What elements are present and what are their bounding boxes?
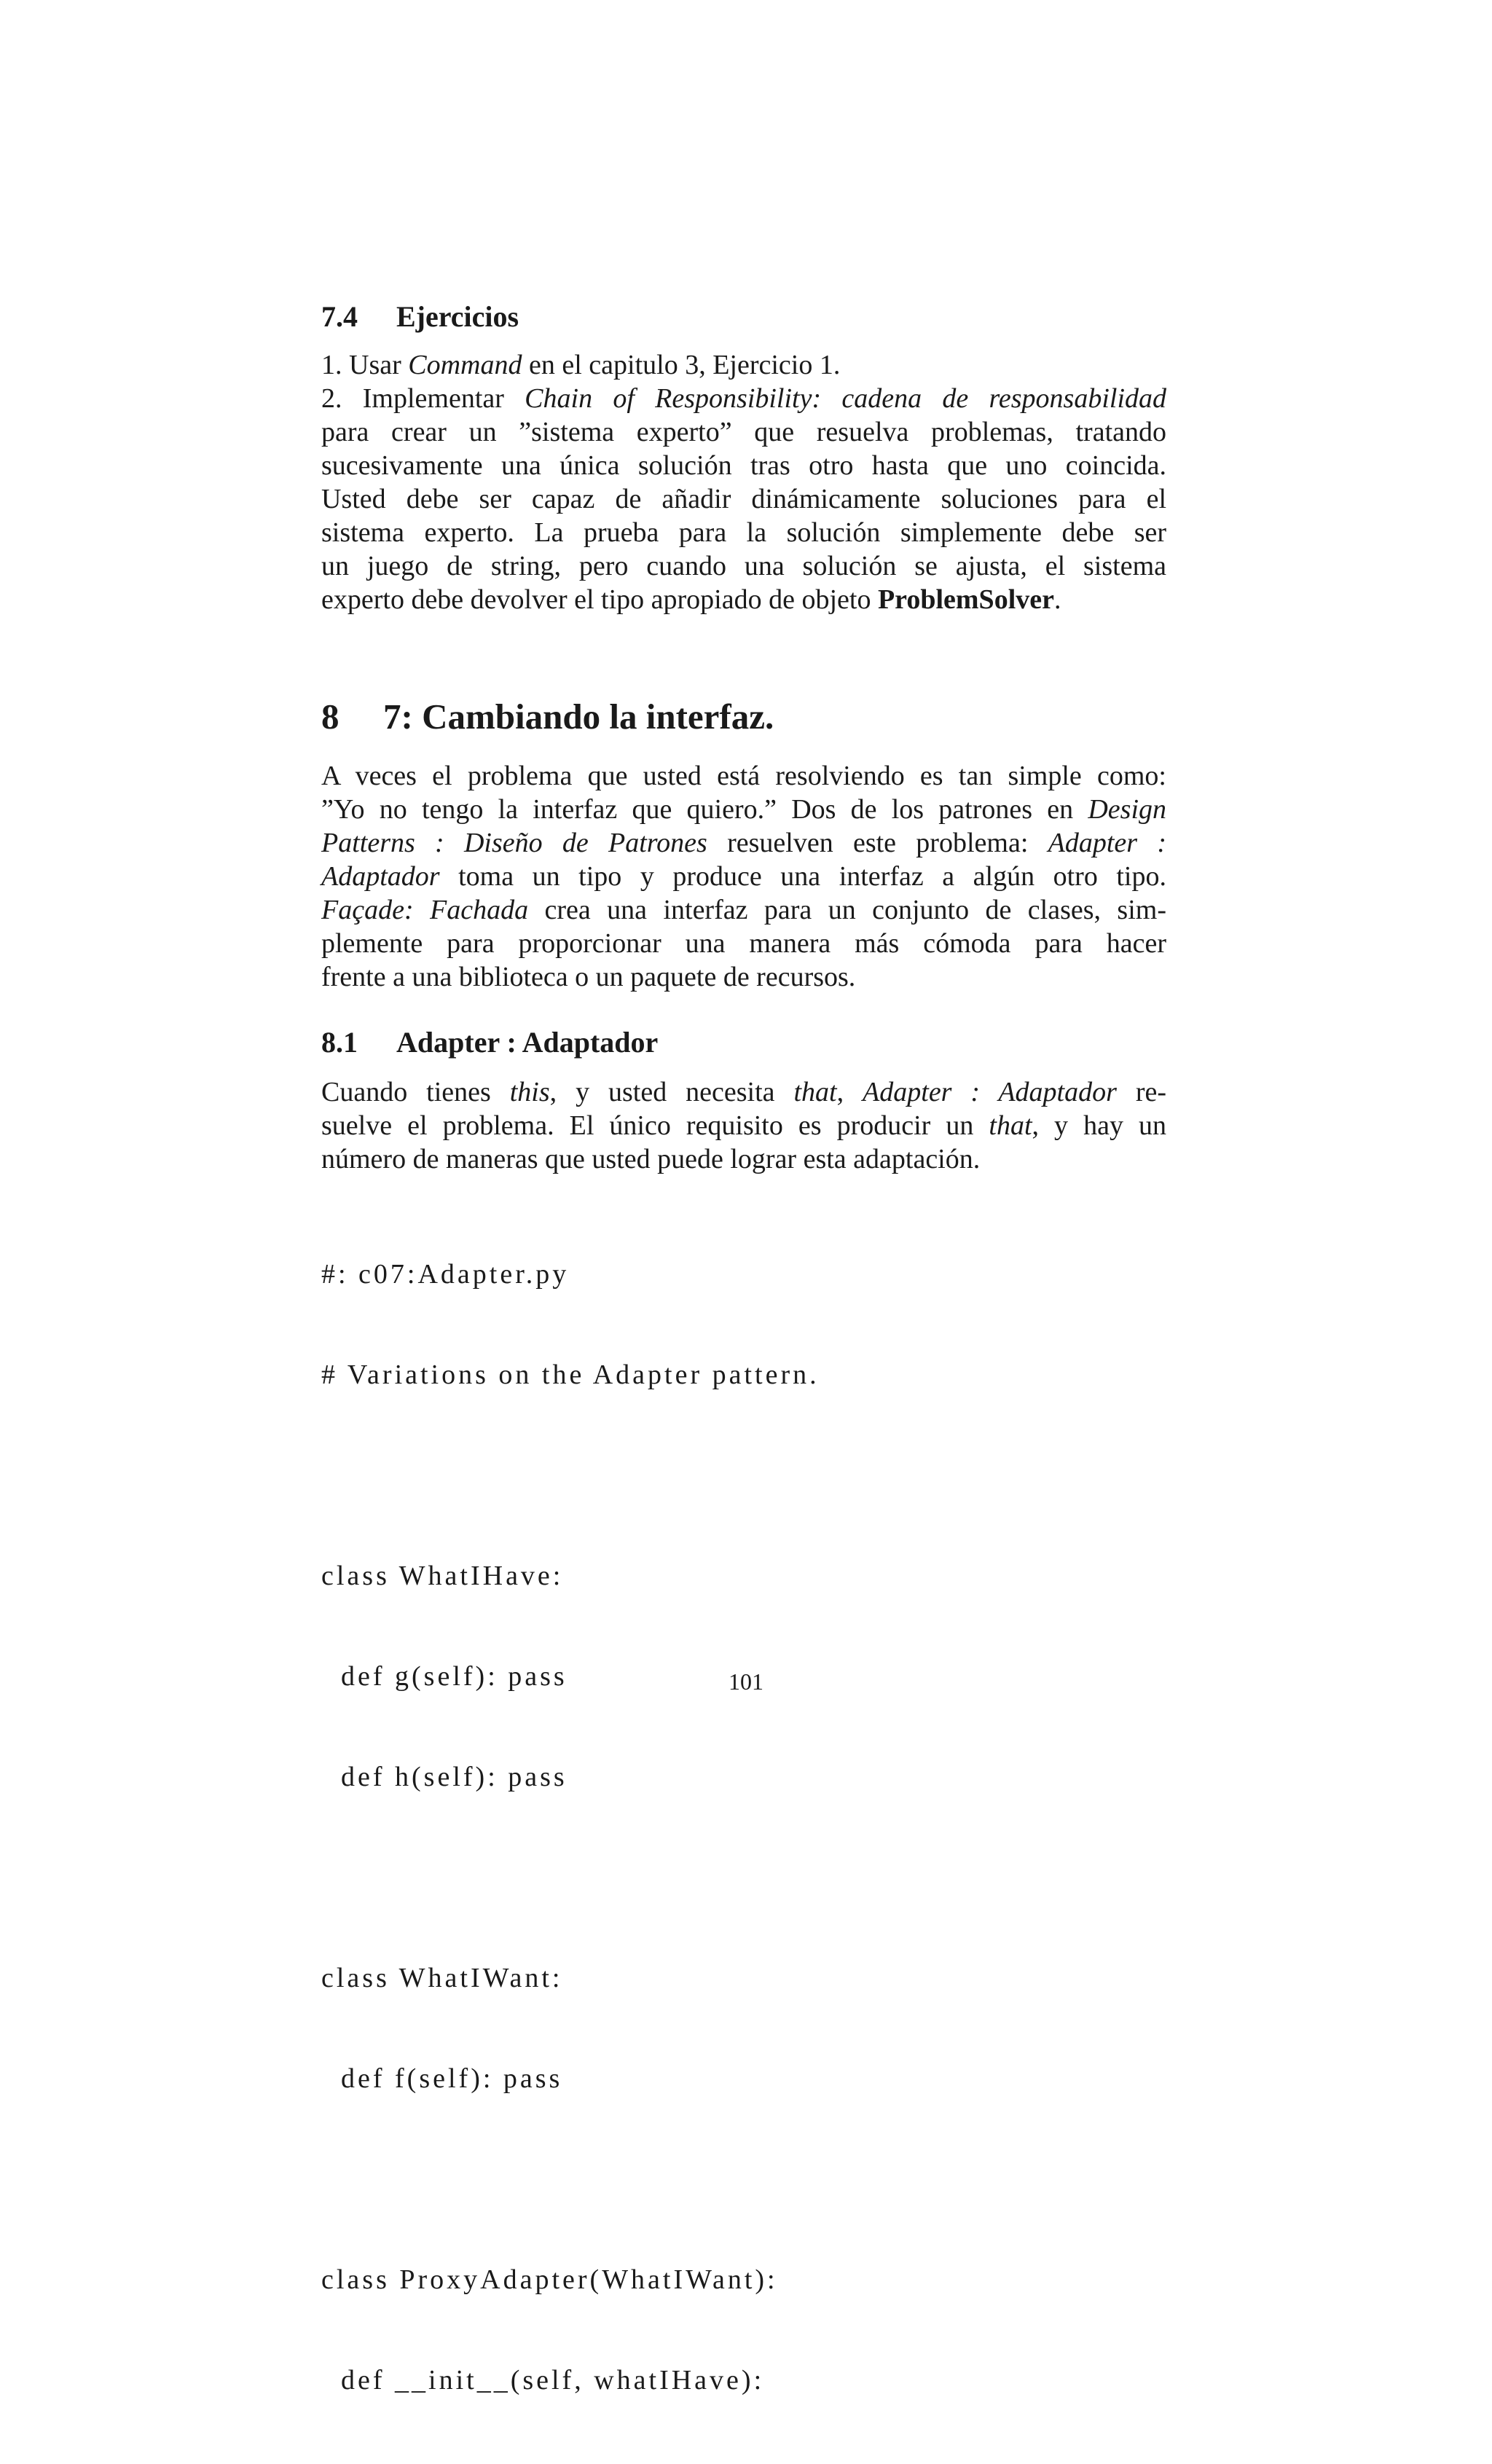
code-listing <box>321 1190 1166 2464</box>
subsection-number: 8.1 <box>321 1026 358 1059</box>
subsection-title: Ejercicios <box>396 300 519 333</box>
exercise-item-2: 2. Implementar Chain of Responsibility: cadena de responsabilidad <box>321 383 1167 414</box>
code-line <box>321 2162 1166 2196</box>
exercise-item-2-line: sucesivamente una única solución tras otro hasta que uno coincida. <box>321 450 1166 481</box>
page-content <box>321 291 1166 2464</box>
section-8-paragraph: A veces el problema que usted está resolviendo es tan simple como: ”Yo no tengo la interfaz que quiero.” Dos de los patrones en Design Patterns : Diseño de Patrones resuelven este problema: Adapter : Adaptador toma un tipo y produce una interfaz a algún otro tipo. Façade: Fachada crea una interfaz para un conjunto de clases, sim- plemente para proporcionar una manera más cómoda para hacer frente a una biblioteca o un paquete de recursos. <box>321 761 1167 992</box>
code-line <box>321 1459 1166 1492</box>
adapter-paragraph: Cuando tienes this, y usted necesita that, Adapter : Adaptador re- suelve el problema. El único requisito es producir un that, y hay un número de maneras que usted puede lograr esta adaptación. <box>321 1077 1166 1174</box>
exercise-item-1: 1. Usar Command en el capitulo 3, Ejercicio 1. <box>321 350 841 380</box>
exercise-item-2-line: Usted debe ser capaz de añadir dinámicamente soluciones para el <box>321 484 1166 514</box>
code-line: # Variations on the Adapter pattern. <box>321 1359 820 1390</box>
code-line: #: c07:Adapter.py <box>321 1259 570 1290</box>
exercise-item-2-line: experto debe devolver el tipo apropiado de objeto ProblemSolver. <box>321 584 1061 615</box>
exercise-item-2-line: sistema experto. La prueba para la solución simplemente debe ser <box>321 517 1166 548</box>
code-line <box>321 1861 1166 1894</box>
subsection-heading-adapter <box>321 1024 1166 1061</box>
problem-solver-term: ProblemSolver <box>877 584 1054 615</box>
code-line: class WhatIWant: <box>321 1963 563 1993</box>
code-line: def g(self): pass <box>321 1661 568 1692</box>
code-line: def f(self): pass <box>321 2063 563 2094</box>
exercise-list <box>321 348 1166 616</box>
section-heading-cambiando-interfaz <box>321 695 1166 739</box>
section-title: 7: Cambiando la interfaz. <box>383 697 774 737</box>
code-line: class WhatIHave: <box>321 1561 564 1591</box>
section-number: 8 <box>321 697 339 737</box>
code-line: class ProxyAdapter(WhatIWant): <box>321 2264 778 2295</box>
subsection-number: 7.4 <box>321 300 358 333</box>
code-line: def h(self): pass <box>321 1762 568 1792</box>
exercise-item-2-line: para crear un ”sistema experto” que resuelva problemas, tratando <box>321 417 1166 447</box>
page-number: 101 <box>729 1668 763 1695</box>
subsection-title: Adapter : Adaptador <box>396 1026 659 1059</box>
exercise-item-2-line: un juego de string, pero cuando una solución se ajusta, el sistema <box>321 551 1166 581</box>
code-line: def __init__(self, whatIHave): <box>321 2365 765 2396</box>
subsection-heading-ejercicios <box>321 299 1166 335</box>
